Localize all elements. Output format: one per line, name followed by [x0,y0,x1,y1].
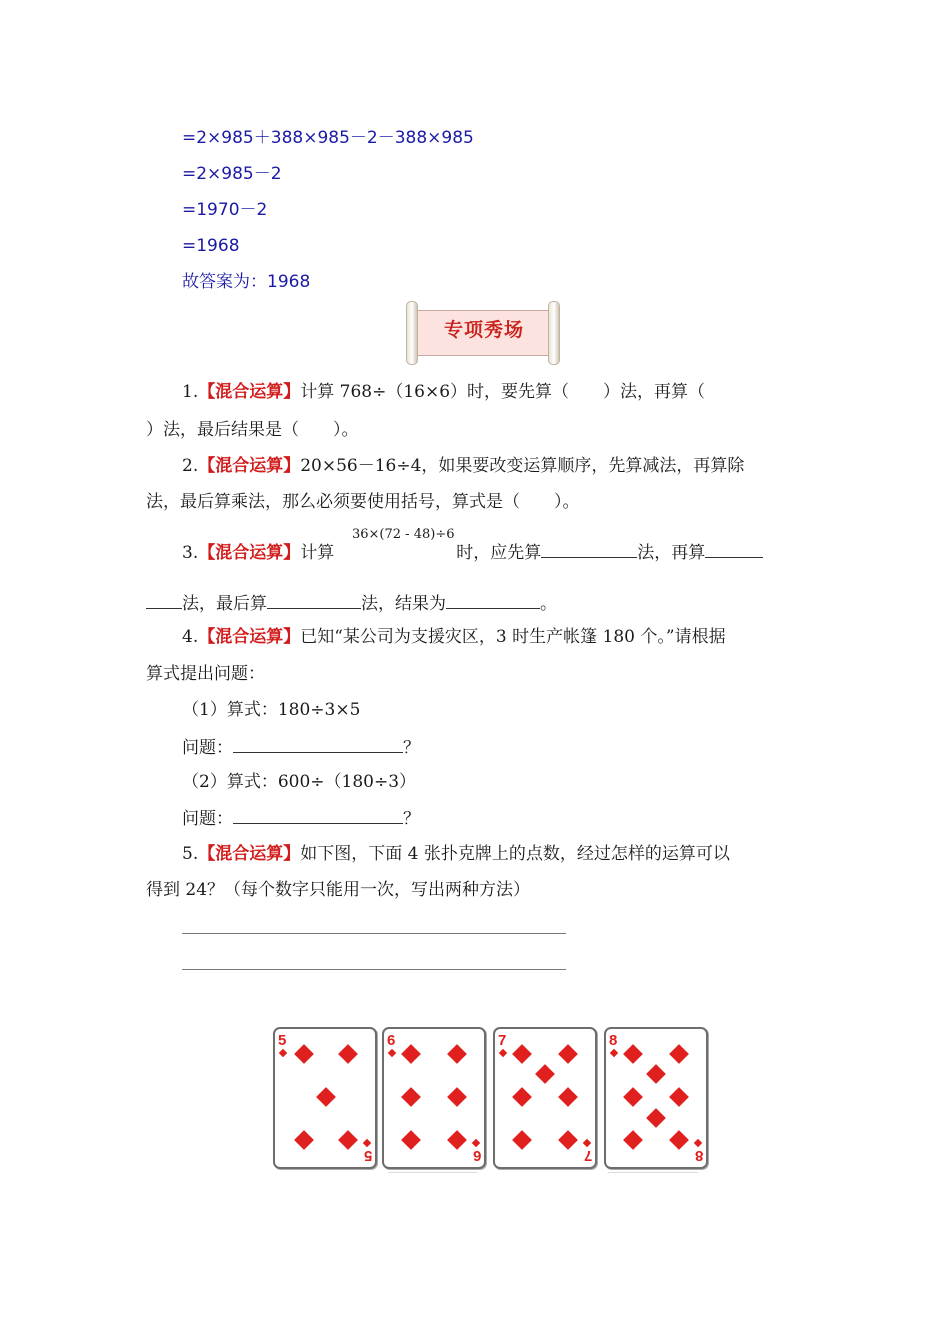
diamond-icon [512,1087,532,1107]
q1-number: 1. [182,382,199,402]
q5-number: 5. [182,844,199,864]
card-6-diamonds [382,1027,486,1169]
diamond-icon [447,1130,467,1150]
diamond-icon [447,1044,467,1064]
q5-text-a: 如下图，下面 4 张扑克牌上的点数，经过怎样的运算可以 [300,844,730,864]
q2-line-1 [182,454,744,478]
solution-line-4: =1968 [182,236,240,256]
card-shadow [388,1172,478,1173]
diamond-icon [646,1108,666,1128]
solution-line-3: =1970－2 [182,200,268,220]
q3-tag: 【混合运算】 [198,543,301,563]
q3-line2-mid2: 法，结果为 [361,594,446,614]
diamond-small-icon [499,1049,507,1057]
q3-blank-1[interactable] [541,539,637,558]
q4-tag: 【混合运算】 [198,627,301,647]
q5-line-2: 得到 24？（每个数字只能用一次，写出两种方法） [146,880,531,900]
card-8-diamonds [604,1027,708,1169]
card-rank: 5 [278,1032,287,1049]
q3-blank-2a[interactable] [705,539,763,558]
q3-line-2 [146,590,557,616]
q4-ask-1 [182,734,420,760]
card-rank-bottom: 5 [363,1147,372,1164]
q4-line-1 [182,625,726,649]
q1-line-1 [182,380,705,404]
diamond-icon [401,1044,421,1064]
q5-tag: 【混合运算】 [198,844,301,864]
q3-mid1: 时，应先算 [456,543,542,563]
card-7-diamonds [493,1027,597,1169]
diamond-icon [316,1087,336,1107]
q4-number: 4. [182,627,199,647]
diamond-icon [623,1087,643,1107]
card-shadow [608,1172,698,1173]
q1-text-a: 计算 768÷（16×6）时，要先算（ ）法，再算（ [300,382,706,402]
q2-number: 2. [182,456,199,476]
q4-ask2-mark: ？ [403,809,420,829]
solution-line-1: =2×985＋388×985－2－388×985 [182,128,474,148]
card-rank: 6 [387,1032,396,1049]
q3-formula: 36×(72 - 48)÷6 [352,527,455,542]
diamond-icon [646,1064,666,1084]
diamond-small-icon [279,1049,287,1057]
card-5-diamonds [273,1027,377,1169]
diamond-icon [294,1130,314,1150]
diamond-icon [512,1044,532,1064]
card-rank-bottom: 6 [472,1147,481,1164]
q2-tag: 【混合运算】 [198,456,301,476]
diamond-icon [558,1130,578,1150]
q3-blank-4[interactable] [446,590,540,609]
diamond-small-icon [610,1049,618,1057]
solution-line-2: =2×985－2 [182,164,282,184]
q1-tag: 【混合运算】 [198,382,301,402]
diamond-icon [535,1064,555,1084]
diamond-icon [401,1087,421,1107]
diamond-icon [669,1044,689,1064]
q4-ask1-label: 问题： [182,738,233,758]
q5-line-1 [182,842,730,866]
q2-text-a: 20×56－16÷4，如果要改变运算顺序，先算减法，再算除 [300,456,745,476]
q4-answer-2[interactable] [233,805,403,824]
banner-title: 专项秀场 [443,319,524,341]
diamond-icon [669,1130,689,1150]
q5-answer-line-1[interactable] [182,933,566,934]
q3-mid2: 法，再算 [637,543,706,563]
card-rank-bottom: 8 [694,1147,703,1164]
diamond-icon [669,1087,689,1107]
q3-end: 。 [540,594,557,614]
q4-sub-2: （2）算式：600÷（180÷3） [182,772,417,792]
diamond-icon [338,1130,358,1150]
section-banner [402,300,562,364]
diamond-small-icon [472,1139,480,1147]
q3-blank-2b[interactable] [146,590,182,609]
q3-pre: 计算 [300,543,335,563]
solution-answer: 故答案为：1968 [182,272,311,292]
q4-sub-1: （1）算式：180÷3×5 [182,700,361,720]
diamond-icon [623,1130,643,1150]
q3-line2-mid1: 法，最后算 [182,594,267,614]
diamond-icon [447,1087,467,1107]
q5-answer-line-2[interactable] [182,969,566,970]
q4-ask-2 [182,805,420,831]
diamond-small-icon [363,1139,371,1147]
q1-line-2: ）法，最后结果是（ ）。 [146,420,359,440]
card-rank-bottom: 7 [583,1147,592,1164]
diamond-icon [401,1130,421,1150]
q3-blank-3[interactable] [267,590,361,609]
diamond-small-icon [388,1049,396,1057]
q4-line-2: 算式提出问题： [146,664,265,684]
card-rank: 7 [498,1032,507,1049]
card-rank: 8 [609,1032,618,1049]
diamond-small-icon [694,1139,702,1147]
q4-text-a: 已知“某公司为支援灾区，3 时生产帐篷 180 个。”请根据 [300,627,726,647]
diamond-icon [512,1130,532,1150]
q3-number: 3. [182,543,199,563]
q4-ask1-mark: ？ [403,738,420,758]
diamond-icon [294,1044,314,1064]
q2-line-2: 法，最后算乘法，那么必须要使用括号，算式是（ ）。 [146,492,580,512]
q3-line-1 [182,539,763,565]
diamond-icon [623,1044,643,1064]
diamond-small-icon [583,1139,591,1147]
diamond-icon [558,1044,578,1064]
q4-ask2-label: 问题： [182,809,233,829]
q4-answer-1[interactable] [233,734,403,753]
diamond-icon [558,1087,578,1107]
diamond-icon [338,1044,358,1064]
